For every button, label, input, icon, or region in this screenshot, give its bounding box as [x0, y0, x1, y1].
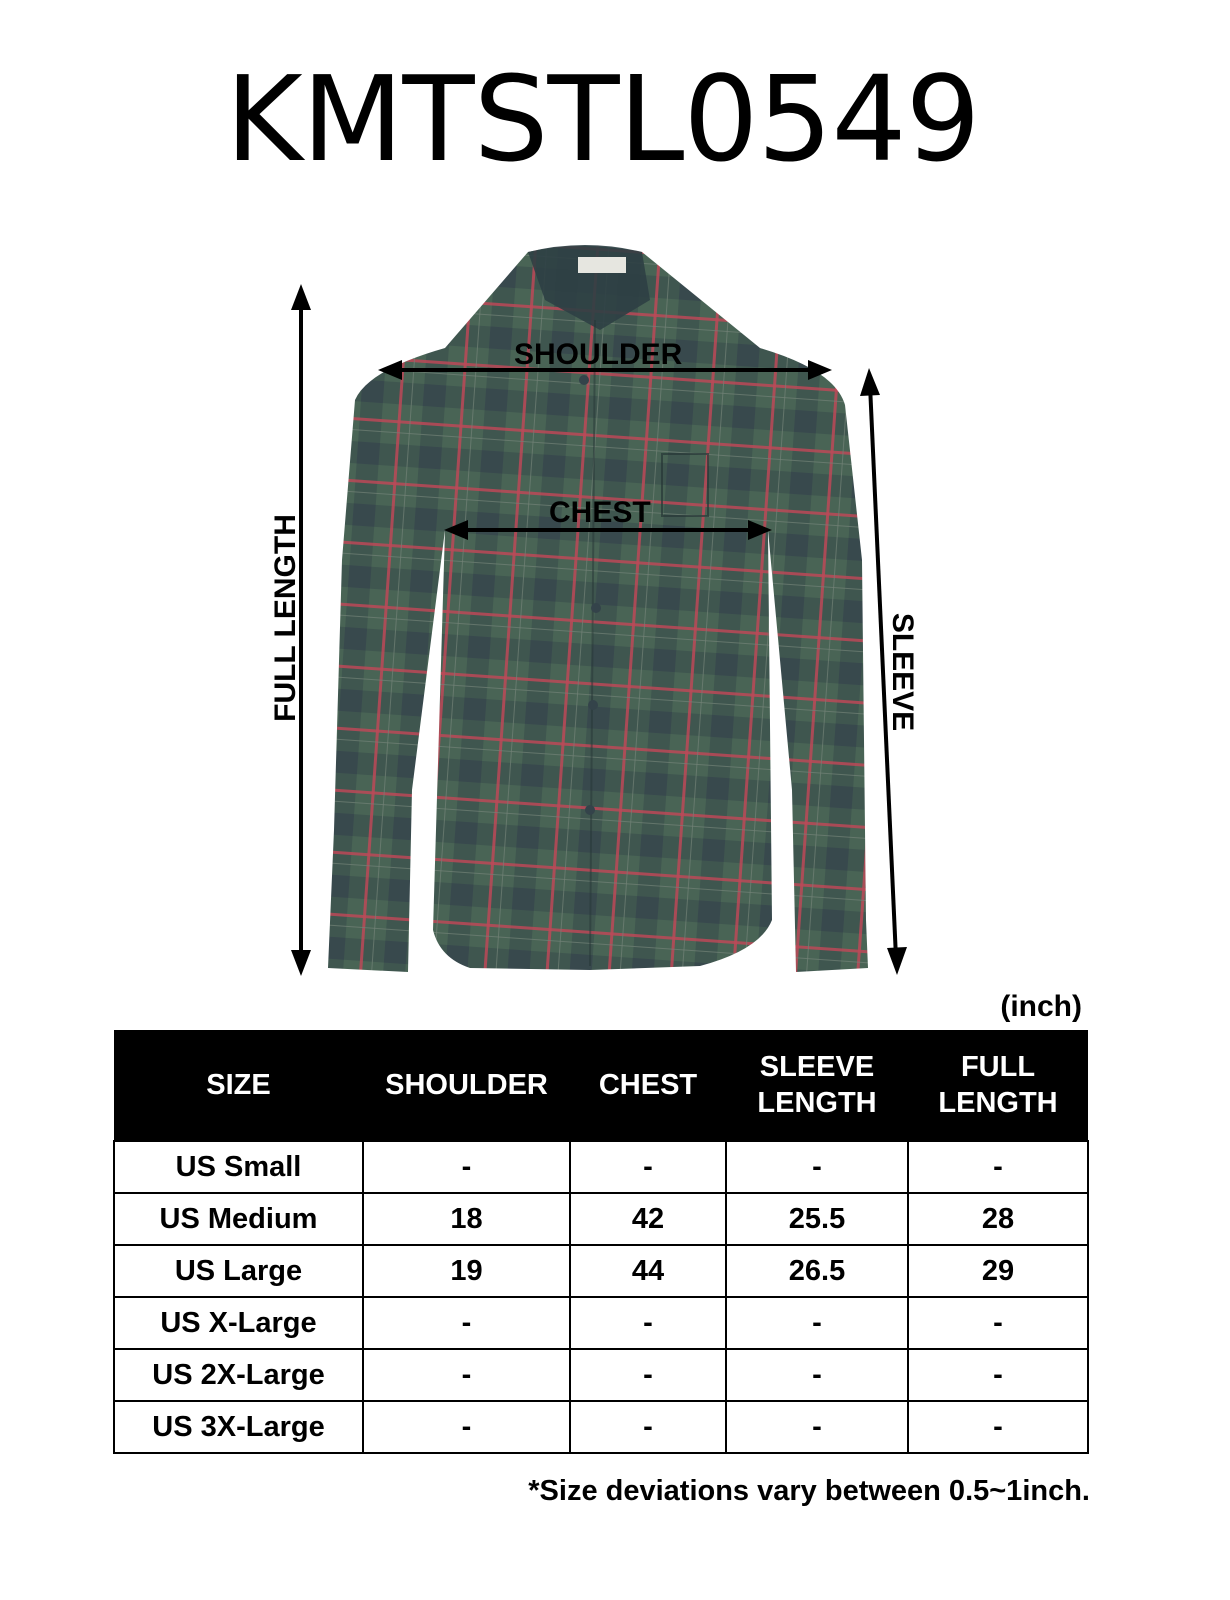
header-chest: CHEST	[570, 1030, 726, 1141]
chest-cell: -	[570, 1297, 726, 1349]
size-cell: US X-Large	[114, 1297, 363, 1349]
header-size: SIZE	[114, 1030, 363, 1141]
chest-cell: -	[570, 1141, 726, 1193]
full-length-cell: -	[908, 1297, 1088, 1349]
sleeve-label: SLEEVE	[886, 612, 919, 732]
full-length-cell: -	[908, 1141, 1088, 1193]
sleeve-length-cell: -	[726, 1141, 908, 1193]
shoulder-cell: -	[363, 1141, 570, 1193]
shoulder-cell: 18	[363, 1193, 570, 1245]
chest-cell: -	[570, 1349, 726, 1401]
full-length-cell: 29	[908, 1245, 1088, 1297]
chest-cell: 44	[570, 1245, 726, 1297]
full-length-cell: 28	[908, 1193, 1088, 1245]
chest-cell: -	[570, 1401, 726, 1453]
table-row	[114, 1349, 1088, 1401]
size-chart-table	[113, 1030, 1089, 1454]
header-full-length: FULL LENGTH	[908, 1030, 1088, 1141]
size-cell: US 3X-Large	[114, 1401, 363, 1453]
sleeve-length-cell: -	[726, 1349, 908, 1401]
shoulder-cell: -	[363, 1297, 570, 1349]
shoulder-cell: 19	[363, 1245, 570, 1297]
table-row	[114, 1141, 1088, 1193]
chest-cell: 42	[570, 1193, 726, 1245]
table-row	[114, 1193, 1088, 1245]
product-code-title: KMTSTL0549	[225, 50, 980, 188]
shoulder-cell: -	[363, 1349, 570, 1401]
full-length-cell: -	[908, 1349, 1088, 1401]
size-cell: US Large	[114, 1245, 363, 1297]
sleeve-length-cell: 25.5	[726, 1193, 908, 1245]
shoulder-cell: -	[363, 1401, 570, 1453]
header-sleeve-length: SLEEVE LENGTH	[726, 1030, 908, 1141]
table-row	[114, 1401, 1088, 1453]
sleeve-length-cell: 26.5	[726, 1245, 908, 1297]
full-length-cell: -	[908, 1401, 1088, 1453]
size-cell: US Medium	[114, 1193, 363, 1245]
sleeve-length-cell: -	[726, 1401, 908, 1453]
size-cell: US 2X-Large	[114, 1349, 363, 1401]
unit-note: (inch)	[1000, 990, 1082, 1023]
measurement-diagram	[0, 230, 1230, 1000]
sleeve-length-cell: -	[726, 1297, 908, 1349]
table-row	[114, 1297, 1088, 1349]
shirt-label	[578, 257, 626, 273]
shoulder-label: SHOULDER	[514, 338, 683, 371]
full-length-label: FULL LENGTH	[269, 514, 302, 722]
header-shoulder: SHOULDER	[363, 1030, 570, 1141]
table-header-row	[114, 1030, 1088, 1141]
chest-label: CHEST	[549, 496, 651, 529]
table-row	[114, 1245, 1088, 1297]
size-deviation-footnote: *Size deviations vary between 0.5~1inch.	[528, 1475, 1090, 1507]
size-cell: US Small	[114, 1141, 363, 1193]
